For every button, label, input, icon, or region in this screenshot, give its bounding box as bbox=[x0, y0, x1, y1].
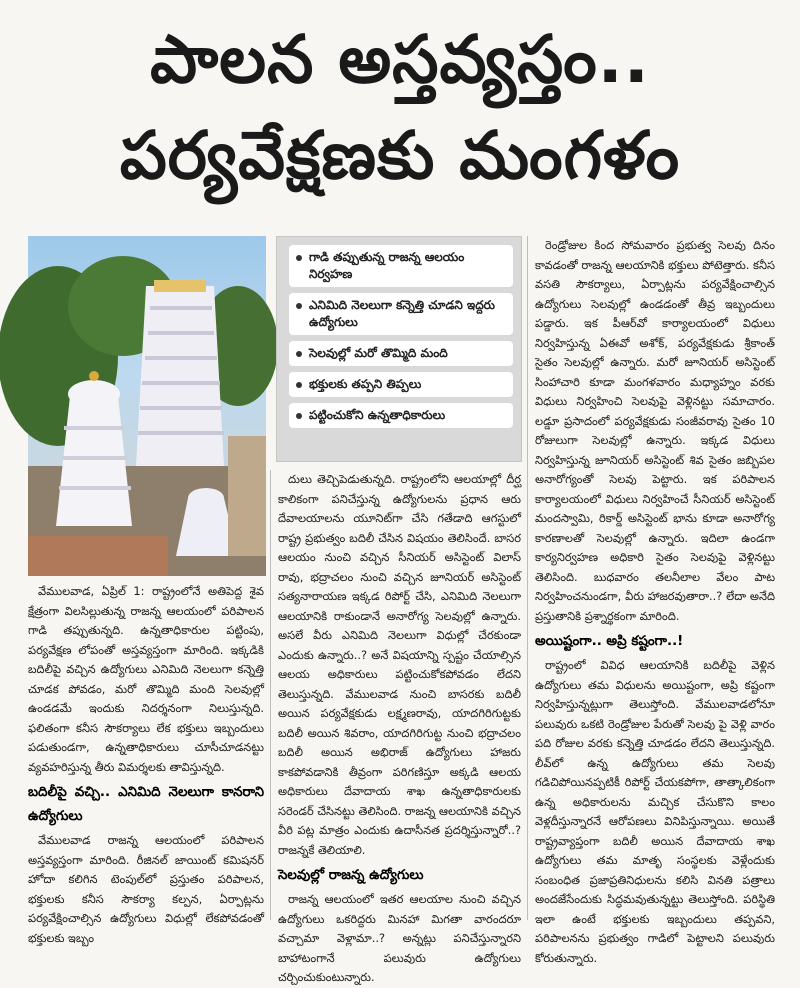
bullet-icon bbox=[296, 351, 302, 357]
temple-photo bbox=[28, 236, 266, 576]
column-divider bbox=[270, 470, 271, 920]
bullet-icon bbox=[296, 303, 302, 309]
column-1-subheading: బదిలీపై వచ్చి.. ఎనిమిది నెలలుగా కానరాని ఉద్యోగులు bbox=[28, 785, 264, 824]
article-column-3 bbox=[535, 236, 775, 965]
summary-point: పట్టించుకోని ఉన్నతాధికారులు bbox=[289, 403, 513, 428]
bullet-icon bbox=[296, 382, 302, 388]
column-1-paragraph-1: వేములవాడ, ఏప్రిల్ 1: రాష్ట్రంలోనే అతిపెద్ద శైవ క్షేత్రంగా విలసిల్లుతున్న రాజన్న ఆలయంలో పరిపాలన గాడి తప్పుతున్నది. ఉన్నతాధికారుల పట్టింపు, పర్యవేక్షణ లోపంతో అస్తవ్యస్తంగా మారింది. ఇక్కడికి బదిలీపై వచ్చిన ఉద్యోగులు ఎనిమిది నెలలుగా కన్నెత్తి చూడక పోవడం, మరో తొమ్మిది మంది సెలవుల్లో ఉండడమే ఇందుకు నిదర్శనంగా నిలుస్తున్నది. ఫలితంగా కనీస సౌకర్యాలు లేక భక్తులు ఇబ్బందులు పడుతుండగా, ఉన్నతాధికారులు చూసీచూడనట్టు వ్యవహరిస్తున్న తీరు విమర్శలకు తావిస్తున్నది. bbox=[28, 584, 264, 774]
headline-line-1: పాలన అస్తవ్యస్తం.. bbox=[150, 21, 650, 98]
summary-point: గాడి తప్పుతున్న రాజన్న ఆలయం నిర్వహణ bbox=[289, 245, 513, 287]
column-3-subheading: అయిష్టంగా.. అప్రి కష్టంగా..! bbox=[535, 634, 684, 649]
bullet-icon bbox=[296, 413, 302, 419]
summary-point: ఎనిమిది నెలలుగా కన్నెత్తి చూడని ఇద్దరు ఉద్యోగులు bbox=[289, 293, 513, 335]
column-3-paragraph-1: రెండ్రోజుల కింద సోమవారం ప్రభుత్వ సెలవు దినం కావడంతో రాజన్న ఆలయానికి భక్తులు పోటెత్తారు. కనీస వసతి సౌకర్యాలు, ఏర్పాట్లను పర్యవేక్షించాల్సిన ఉద్యోగులు సెలవుల్లో ఉండడంతో తీవ్ర ఇబ్బందులు పడ్డారు. ఇక పీఆర్‌వో కార్యాలయంలో విధులు నిర్వహిస్తున్న ఏఈవో అశోక్, పర్యవేక్షకుడు శ్రీకాంత్ సైతం సెలవుల్లో ఉన్నారు. మరో జూనియర్ అసిస్టెంట్ సింహాచారి కూడా మంగళవారం మధ్యాహ్నం వరకు విధులు నిర్వహించి సెలవుపై వెళ్లినట్టు సమాచారం. లడ్డూ ప్రసాదంలో పర్యవేక్షకుడు సంజీవరావు సైతం 10 రోజులుగా సెలవుల్లో ఉన్నారు. ఇక్కడ విధులు నిర్వహిస్తున్న జూనియర్ అసిస్టెంట్ శివ సైతం జబ్బిపల అనారోగ్యంతో సెలవు పెట్టారు. ఇక పరిపాలన కార్యాలయంలో విధులు నిర్వహించే సీనియర్ అసిస్టెంట్ మందస్వామి, రికార్డ్ అసిస్టెంట్ భాను కూడా అనారోగ్య కారణాలతో సెలవుల్లో ఉన్నారు. ఇదిలా ఉండగా కార్యనిర్వహణ అధికారి సైతం సెలవుపై వెళ్లినట్టు తెలిసింది. బుధవారం తలనీలాల వేలం పాట నిర్వహించనుండగా, వీరు హాజరవుతారా..? లేదా అనేది ప్రస్తుతానికి ప్రశ్నార్థకంగా మారింది. bbox=[535, 238, 775, 623]
article-column-1 bbox=[28, 582, 264, 945]
headline bbox=[14, 12, 786, 224]
summary-point: సెలవుల్లో మరో తొమ్మిది మంది bbox=[289, 341, 513, 366]
column-divider bbox=[527, 236, 528, 920]
article-column-2 bbox=[278, 470, 521, 984]
summary-point: భక్తులకు తప్పని తిప్పలు bbox=[289, 372, 513, 397]
column-2-paragraph-1: దులు తెచ్చిపెడుతున్నది. రాష్ట్రంలోని ఆలయాల్లో దీర్ఘ కాలికంగా పనిచేస్తున్న ఉద్యోగులను ప్రధాన ఆరు దేవాలయాలను యూనిట్‌గా చేసి గతేడాది ఆగస్టులో రాష్ట్ర ప్రభుత్వం బదిలీ చేసిన విషయం తెలిసిందే. బాసర ఆలయం నుంచి వచ్చిన సీనియర్ అసిస్టెంట్ విలాస్ రావు, భద్రాచలం నుంచి వచ్చిన జూనియర్ అసిస్టెంట్ సత్యనారాయణ ఇక్కడ రిపోర్ట్ చేసి, ఎనిమిది నెలలుగా ఆలయానికి రాకుండానే అనారోగ్య సెలవుల్లో ఉన్నారు. అసలే వీరు ఎనిమిది నెలలుగా విధుల్లో చేరకుండా ఎందుకు ఉన్నారు..? అనే విషయాన్ని స్పష్టం చేయాల్సిన ఆలయ అధికారులు పట్టించుకోకపోవడం లేదని తెలుస్తున్నది. వేములవాడ నుంచి బాసరకు బదిలీ అయిన పర్యవేక్షకుడు లక్ష్మణరావు, యాదగిరిగుట్టకు బదిలీ అయిన శివరాం, యాదగిరిగుట్ట నుంచి భద్రాచలం బదిలీ అయిన అభిరాజ్ ఉద్యోగులు హాజరు కాకపోవడానికి తీవ్రంగా పరిగణిస్తూ అక్కడి ఆలయ అధికారులు దేవాదాయ శాఖ ఉన్నతాధికారులకు సరెండర్ చేసినట్టు తెలిసింది. రాజన్న ఆలయానికి వచ్చిన వీరి పట్ల మాత్రం ఎందుకు ఉదాసీనత ప్రదర్శిస్తున్నారో..? రాజన్నకే తెలియాలి. bbox=[278, 472, 521, 857]
bullet-icon bbox=[296, 255, 302, 261]
column-1-paragraph-2: వేములవాడ రాజన్న ఆలయంలో పరిపాలన అస్తవ్యస్తంగా మారింది. రీజినల్ జాయింట్ కమిషనర్ హోదా కలిగిన టెంపుల్‌లో ప్రస్తుతం పరిపాలన, భక్తులకు కనీస సౌకర్యా కల్పన, ఏర్పాట్లను పర్యవేక్షించాల్సిన ఉద్యోగులు విధుల్లో లేకపోవడంతో భక్తులకు ఇబ్బం bbox=[28, 833, 264, 945]
column-2-subheading: సెలవుల్లో రాజన్న ఉద్యోగులు bbox=[278, 868, 424, 883]
column-3-paragraph-2: రాష్ట్రంలో వివిధ ఆలయానికి బదిలీపై వెళ్లిన ఉద్యోగులు తమ విధులను అయిష్టంగా, అప్రి కష్టంగా నిర్వహిస్తున్నట్లుగా తెలుస్తోంది. వేములవాడలోనూ పలువురు ఒకటి రెండ్రోజుల పేరుతో సెలవు పై వెళ్లి వారం పది రోజుల వరకు కన్నెత్తి చూడడం లేదని తెలుస్తున్నది. లీవ్‌లో ఉన్న ఉద్యోగులు తమ సెలవు గడిచిపోయినప్పటికీ రిపోర్ట్ చేయకపోగా, తాత్కాలికంగా ఉన్న అధికారులను మచ్చిక చేసుకొని కాలం వెళ్లదీస్తున్నారనే ఆరోపణలు వినిపిస్తున్నాయి. అయితే రాష్ట్రవ్యాప్తంగా బదిలీ అయిన దేవాదాయ శాఖ ఉద్యోగులు తమ మాతృ సంస్థలకు వెళ్లేందుకు సంబంధిత ప్రజాప్రతినిధులను కలిసి వినతి పత్రాలు అందజేసేందుకు సిద్ధమవుతున్నట్టు తెలుస్తోంది. పరిస్థితి ఇలా ఉంటే భక్తులకు ఇబ్బందులు తప్పవని, పరిపాలనను ప్రభుత్వం గాడిలో పెట్టాలని పలువురు కోరుతున్నారు. bbox=[535, 658, 775, 965]
column-2-paragraph-2: రాజన్న ఆలయంలో ఇతర ఆలయాల నుంచి వచ్చిన ఉద్యోగులు ఒకరిద్దరు మినహా మిగతా వారందరూ వచ్చామా వెళ్లామా..? అన్నట్లు పనిచేస్తున్నారని బాహాటంగానే పలువురు ఉద్యోగులు చర్చించుకుంటున్నారు. bbox=[278, 892, 521, 984]
headline-line-2: పర్యవేక్షణకు మంగళం bbox=[119, 117, 681, 194]
summary-box bbox=[276, 236, 522, 462]
temple-illustration bbox=[28, 236, 266, 576]
